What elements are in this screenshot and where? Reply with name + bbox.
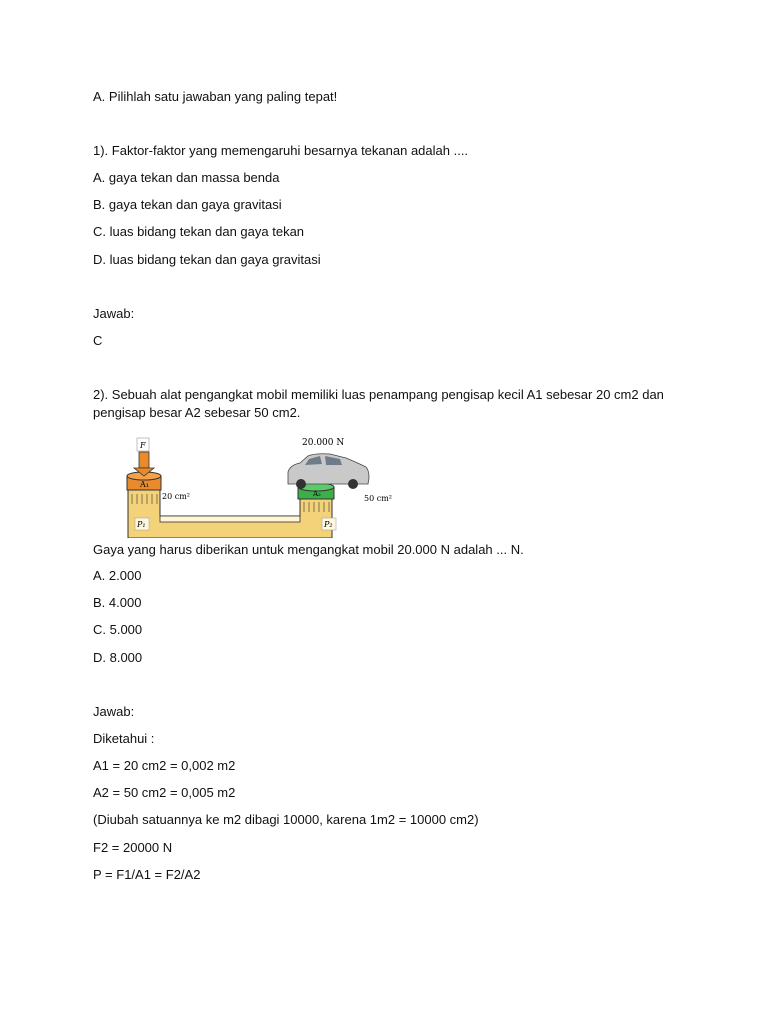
q2-work-given: Diketahui : xyxy=(93,731,155,746)
q2-question-line1: 2). Sebuah alat pengangkat mobil memiliki luas penampang pengisap kecil A1 sebesar 20 cm2 dan xyxy=(93,387,664,402)
q1-option-c: C. luas bidang tekan dan gaya tekan xyxy=(93,224,305,239)
q2-work-f2: F2 = 20000 N xyxy=(93,840,173,855)
force-arrow-shaft xyxy=(139,452,149,468)
hydraulic-lift-figure xyxy=(110,432,420,538)
a1-label: A₁ xyxy=(140,480,149,489)
q2-option-c: C. 5.000 xyxy=(93,622,143,637)
small-area-label: 20 cm² xyxy=(162,492,190,501)
q2-option-a: A. 2.000 xyxy=(93,568,142,583)
q2-prompt: Gaya yang harus diberikan untuk mengangkat mobil 20.000 N adalah ... N. xyxy=(93,542,524,557)
q2-work-formula: P = F1/A1 = F2/A2 xyxy=(93,867,201,882)
car-icon xyxy=(288,454,369,489)
q1-option-b: B. gaya tekan dan gaya gravitasi xyxy=(93,197,282,212)
p1-label: P₁ xyxy=(137,520,146,529)
q1-option-d: D. luas bidang tekan dan gaya gravitasi xyxy=(93,252,321,267)
p2-label: P₂ xyxy=(324,520,333,529)
large-area-label: 50 cm² xyxy=(364,494,392,503)
q1-option-a: A. gaya tekan dan massa benda xyxy=(93,170,280,185)
q2-answer-label: Jawab: xyxy=(93,704,135,719)
q2-work-a1: A1 = 20 cm2 = 0,002 m2 xyxy=(93,758,236,773)
q1-answer: C xyxy=(93,333,103,348)
q2-question-line2: pengisap besar A2 sebesar 50 cm2. xyxy=(93,405,301,420)
car-weight-label: 20.000 N xyxy=(302,438,345,448)
q2-work-note: (Diubah satuannya ke m2 dibagi 10000, karena 1m2 = 10000 cm2) xyxy=(93,812,479,827)
q2-option-b: B. 4.000 xyxy=(93,595,142,610)
connecting-tube xyxy=(160,516,300,522)
section-heading: A. Pilihlah satu jawaban yang paling tepat! xyxy=(93,89,338,104)
q1-question: 1). Faktor-faktor yang memengaruhi besarnya tekanan adalah .... xyxy=(93,143,469,158)
f-label: F xyxy=(140,441,146,450)
q2-work-a2: A2 = 50 cm2 = 0,005 m2 xyxy=(93,785,236,800)
q2-option-d: D. 8.000 xyxy=(93,650,143,665)
a2-label: A₂ xyxy=(313,490,321,498)
q1-answer-label: Jawab: xyxy=(93,306,135,321)
